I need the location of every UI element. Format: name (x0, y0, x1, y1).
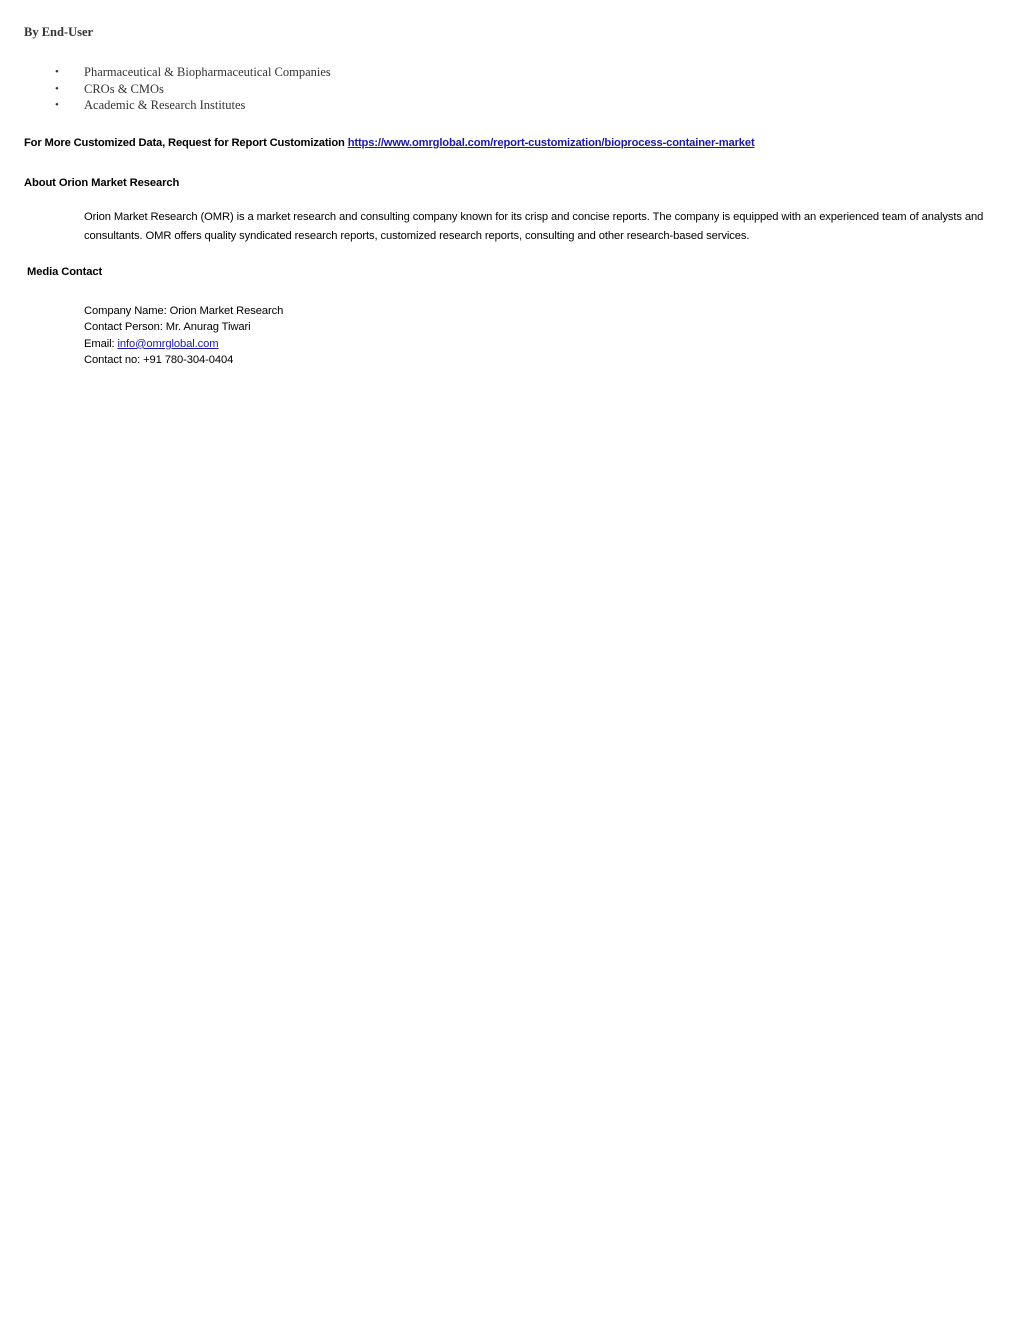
about-heading: About Orion Market Research (24, 177, 180, 189)
list-item-label: CROs & CMOs (84, 81, 164, 96)
list-item (0, 81, 331, 98)
bullet-icon: • (55, 99, 59, 111)
customization-link[interactable]: https://www.omrglobal.com/report-customization/bioprocess-container-market (347, 137, 755, 149)
contact-number: Contact no: +91 780-304-0404 (84, 354, 234, 367)
list-item (0, 64, 331, 81)
company-name: Company Name: Orion Market Research (84, 305, 284, 317)
customization-line (24, 137, 755, 149)
email-line (84, 336, 283, 352)
bullet-icon: • (55, 66, 59, 78)
list-item-label: Pharmaceutical & Biopharmaceutical Companies (84, 65, 331, 79)
email-label: Email: (84, 337, 115, 350)
media-contact-heading: Media Contact (27, 266, 103, 278)
list-item (0, 97, 331, 114)
list-item-label: Academic & Research Institutes (84, 98, 246, 112)
contact-person: Contact Person: Mr. Anurag Tiwari (84, 321, 251, 334)
about-paragraph: Orion Market Research (OMR) is a market research and consulting company known for its crisp and concise reports. The company is equipped with an experienced team of analysts and consultants. OMR offers quality syndicated research reports, customized research reports, consulting and other research-based services. (84, 211, 984, 242)
end-user-heading: By End-User (24, 25, 94, 39)
email-link[interactable]: info@omrglobal.com (117, 337, 219, 350)
customization-text: For More Customized Data, Request for Report Customization (24, 137, 345, 149)
bullet-icon: • (55, 82, 59, 95)
end-user-list (0, 64, 331, 114)
contact-block (84, 303, 283, 369)
